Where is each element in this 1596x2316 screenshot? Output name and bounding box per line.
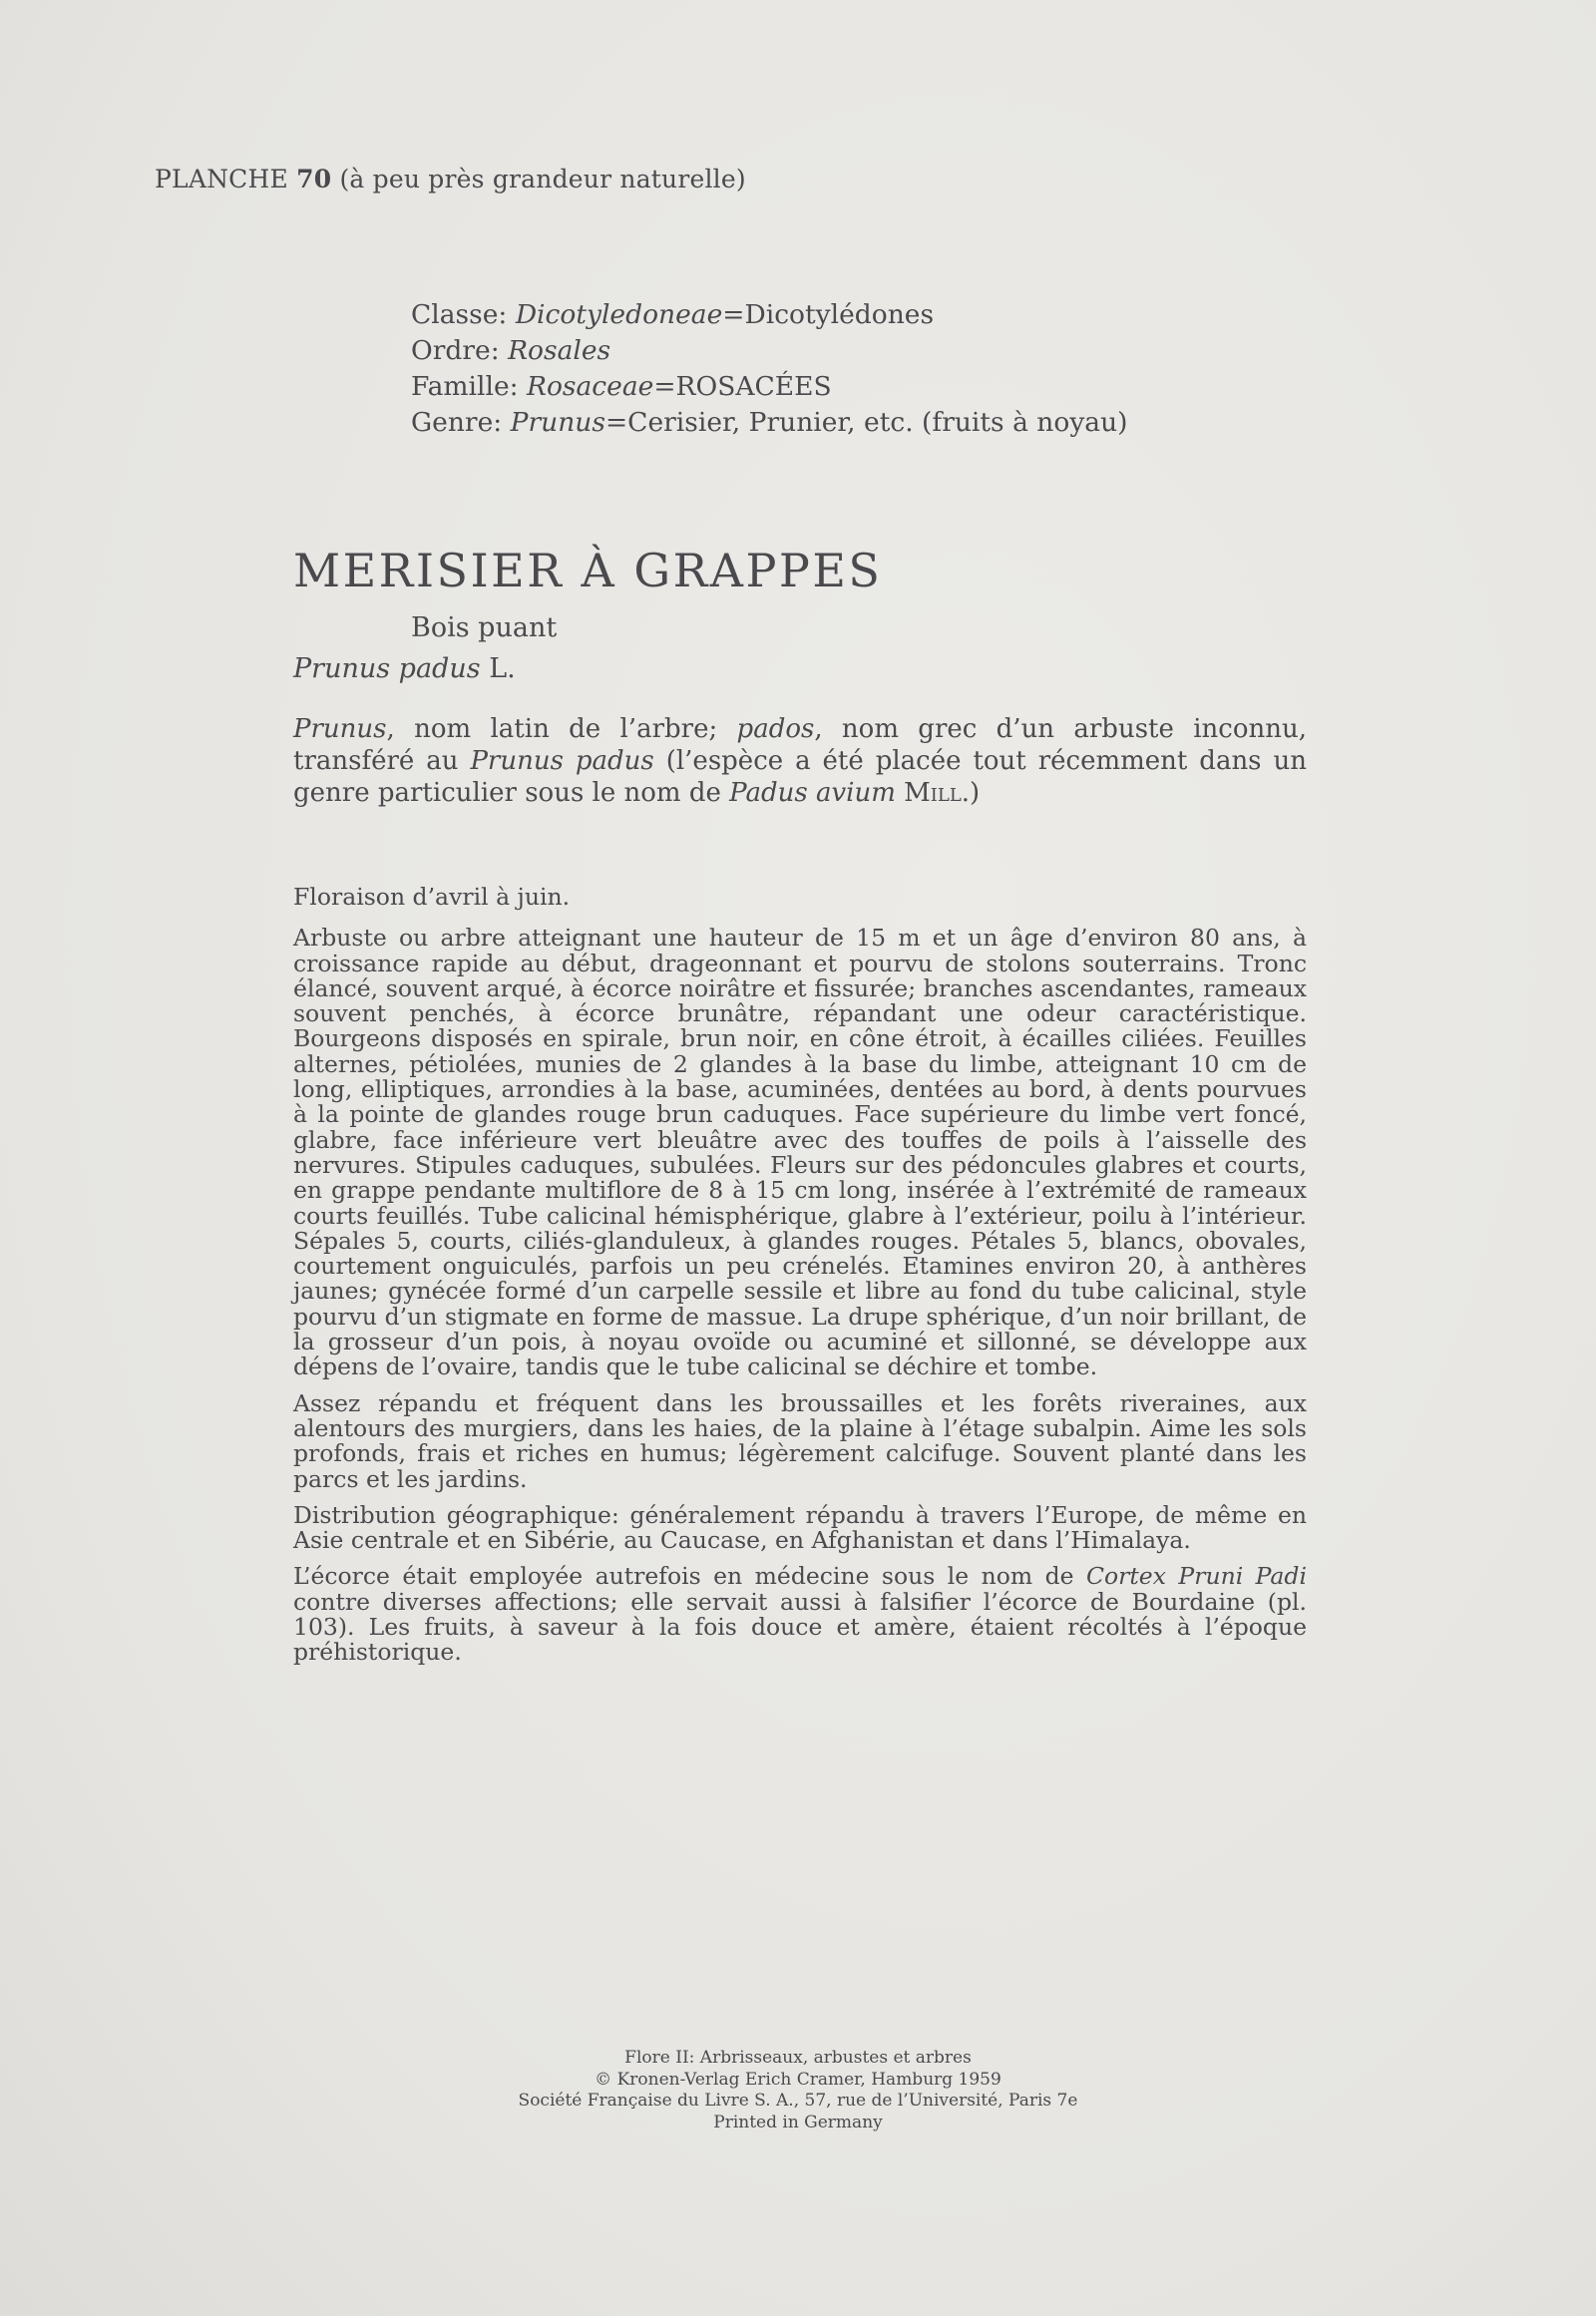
etymology-paragraph: [293, 713, 1307, 809]
classe-equals: =: [722, 299, 745, 330]
etym-pados: pados: [736, 714, 815, 744]
famille-french: ROSACÉES: [675, 371, 832, 402]
usage-latin: Cortex Pruni Padi: [1086, 1562, 1307, 1591]
taxonomy-ordre: [411, 333, 1128, 369]
footer-line-3: Société Française du Livre S. A., 57, rue de l’Université, Paris 7e: [518, 2091, 1078, 2111]
famille-label: Famille:: [411, 371, 519, 402]
species-title: MERISIER À GRAPPES: [293, 544, 883, 597]
taxonomy-block: [411, 297, 1128, 441]
taxonomy-classe: [411, 297, 1128, 333]
genre-equals: =: [604, 407, 628, 438]
distribution-paragraph: Distribution géographique: généralement répandu à travers l’Europe, de même en Asie centrale et en Sibérie, au Caucase, en Afghanistan et dans l’Himalaya.: [293, 1500, 1307, 1555]
habitat-paragraph: Assez répandu et fréquent dans les broussailles et les forêts riveraines, aux alentours des murgiers, dans les haies, de la plaine à l’étage subalpin. Aime les sols profonds, frais et riches en humus; légèrement calcifuge. Souvent planté dans les parcs et les jardins.: [293, 1388, 1307, 1493]
famille-equals: =: [653, 371, 676, 402]
plate-heading: [155, 165, 746, 193]
common-name: Bois puant: [411, 612, 558, 643]
plate-number: 70: [296, 165, 332, 193]
classe-french: Dicotylédones: [744, 299, 935, 330]
flowering-period: Floraison d’avril à juin.: [293, 883, 571, 911]
etym-text-1: , nom latin de l’arbre;: [386, 714, 737, 744]
usage-paragraph: [293, 1564, 1307, 1665]
binomial-author: L.: [489, 653, 516, 684]
etym-mill: Mill.: [904, 778, 971, 808]
etym-text-3: (l’espèce a été placée tout récemment dans un genre particulier sous le nom de: [293, 746, 1307, 808]
etym-padus-avium: Padus avium: [729, 778, 896, 808]
plate-label: PLANCHE: [155, 165, 288, 193]
taxonomy-genre: [411, 405, 1128, 441]
genre-latin: Prunus: [510, 407, 605, 438]
usage-text-2: contre diverses affections; elle servait aussi à falsifier l’écorce de Bourdaine (pl. 103). Les fruits, à saveur à la fois douce et amère, étaient récoltés à l’époque préhistorique.: [293, 1587, 1307, 1667]
botanical-description: Arbuste ou arbre atteignant une hauteur de 15 m et un âge d’environ 80 ans, à croissance rapide au début, drageonnant et pourvu de stolons souterrains. Tronc élancé, souvent arqué, à écorce noirâtre et fissurée; branches ascendantes, rameaux souvent penchés, à écorce brunâtre, répandant une odeur caractéristique. Bourgeons disposés en spirale, brun noir, en cône étroit, à écailles ciliées. Feuilles alternes, pétiolées, munies de 2 glandes à la base du limbe, atteignant 10 cm de long, elliptiques, arrondies à la base, acuminées, dentées au bord, à dents pourvues à la pointe de glandes rouge brun caduques. Face supérieure du limbe vert foncé, glabre, face inférieure vert bleuâtre avec des touffes de poils à l’aisselle des nervures. Stipules caduques, subulées. Fleurs sur des pédoncules glabres et courts, en grappe pendante multiflore de 8 à 15 cm long, insérée à l’extrémité de rameaux courts feuillés. Tube calicinal hémisphérique, glabre à l’extérieur, poilu à l’intérieur. Sépales 5, courts, ciliés-glanduleux, à glandes rouges. Pétales 5, blancs, obovales, courtement onguiculés, parfois un peu crénelés. Etamines environ 20, à anthères jaunes; gynécée formé d’un carpelle sessile et libre au fond du tube calicinal, style pourvu d’un stigmate en forme de massue. La drupe sphérique, d’un noir brillant, de la grosseur d’un pois, à noyau ovoïde ou acuminé et sillonné, se développe aux dépens de l’ovaire, tandis que le tube calicinal se déchire et tombe.: [293, 924, 1307, 1381]
etym-text-2: , nom grec d’un arbuste inconnu, transféré au: [293, 714, 1307, 776]
classe-latin: Dicotyledoneae: [515, 299, 723, 330]
etym-prunus: Prunus: [293, 714, 387, 744]
publisher-footer: [0, 2048, 1596, 2133]
footer-line-4: Printed in Germany: [713, 2112, 883, 2132]
footer-line-1: Flore II: Arbrisseaux, arbustes et arbres: [624, 2048, 972, 2068]
footer-line-2: © Kronen-Verlag Erich Cramer, Hamburg 1959: [595, 2069, 1001, 2090]
taxonomy-famille: [411, 369, 1128, 405]
etym-close: ): [970, 778, 981, 808]
plate-note: (à peu près grandeur naturelle): [339, 165, 746, 193]
etym-space: [896, 778, 904, 808]
famille-latin: Rosaceae: [527, 371, 654, 402]
ordre-latin: Rosales: [508, 335, 611, 366]
etym-prunus-padus: Prunus padus: [470, 746, 654, 776]
binomial-name: [293, 653, 516, 684]
binomial-latin: Prunus padus: [293, 653, 481, 684]
ordre-label: Ordre:: [411, 335, 500, 366]
classe-label: Classe:: [411, 299, 508, 330]
usage-text-1: L’écorce était employée autrefois en médecine sous le nom de: [293, 1562, 1086, 1591]
genre-label: Genre:: [411, 407, 503, 438]
genre-french: Cerisier, Prunier, etc. (fruits à noyau): [627, 407, 1128, 438]
description-body: [293, 885, 1307, 1677]
